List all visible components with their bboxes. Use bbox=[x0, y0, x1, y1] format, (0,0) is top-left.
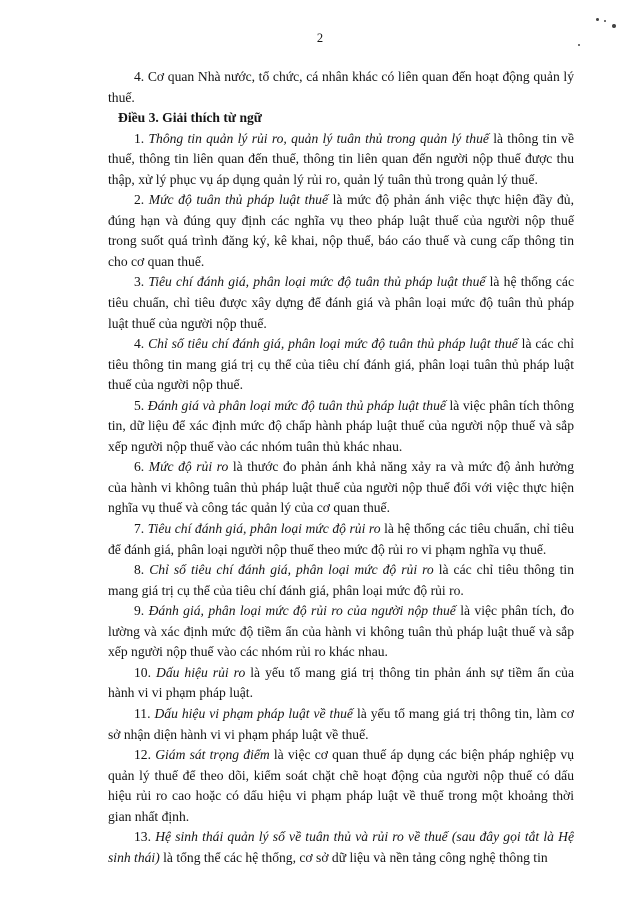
definition-text: là việc phân tích, đo lường và xác định mức độ tiềm ẩn của hành vi không tuân thủ pháp luật thuế và sắp xếp người nộp thuế vào các nhóm rủi ro khác nhau. bbox=[108, 603, 574, 660]
definition-6 bbox=[108, 457, 574, 519]
definition-text: là việc cơ quan thuế áp dụng các biện pháp nghiệp vụ quản lý thuế để theo dõi, kiểm soát chặt chẽ hoạt động của người nộp thuế có dấu hiệu rủi ro cao hoặc có dấu hiệu vi phạm pháp luật về thuế trong một khoảng thời gian nhất định. bbox=[108, 747, 574, 824]
scan-speck bbox=[578, 44, 580, 46]
paragraph-lead: 4. Cơ quan Nhà nước, tổ chức, cá nhân khác có liên quan đến hoạt động quản lý thuế. bbox=[108, 69, 574, 105]
definition-13 bbox=[108, 827, 574, 868]
definition-9 bbox=[108, 601, 574, 663]
defined-term: Mức độ rủi ro bbox=[148, 459, 229, 475]
definition-number: 13. bbox=[134, 829, 156, 845]
definition-number: 8. bbox=[134, 562, 150, 578]
definition-7 bbox=[108, 519, 574, 560]
definition-number: 7. bbox=[134, 521, 148, 537]
definition-5 bbox=[108, 396, 574, 458]
definition-number: 1. bbox=[134, 130, 149, 146]
definition-4 bbox=[108, 334, 574, 396]
defined-term: Tiêu chí đánh giá, phân loại mức độ tuân thủ pháp luật thuế bbox=[148, 274, 486, 290]
definition-text: là hệ thống các tiêu chuẩn, chỉ tiêu để đánh giá, phân loại người nộp thuế theo mức độ rủi ro vi phạm nghĩa vụ thuế. bbox=[108, 521, 575, 557]
defined-term: Chỉ số tiêu chí đánh giá, phân loại mức độ tuân thủ pháp luật thuế bbox=[148, 336, 518, 352]
document-body bbox=[108, 67, 574, 868]
definition-text: là hệ thống các tiêu chuẩn, chỉ tiêu được xây dựng để đánh giá và phân loại mức độ tuân thủ pháp luật thuế của người nộp thuế. bbox=[108, 274, 574, 331]
article-heading: Điều 3. Giải thích từ ngữ bbox=[118, 110, 262, 126]
defined-term: Hệ sinh thái quản lý số về tuân thủ và rủi ro về thuế (sau đây gọi tắt là Hệ sinh thái) bbox=[108, 829, 574, 865]
definition-number: 3. bbox=[134, 274, 149, 290]
defined-term: Thông tin quản lý rủi ro, quản lý tuân thủ trong quản lý thuế bbox=[148, 130, 489, 146]
definition-text: là các chỉ tiêu thông tin mang giá trị cụ thể của tiêu chí đánh giá, phân loại tuân thủ pháp luật thuế của người nộp thuế. bbox=[108, 336, 574, 393]
definition-text: là thước đo phản ánh khả năng xảy ra và mức độ ảnh hưởng của hành vi không tuân thủ pháp luật thuế của người nộp thuế đối với việc thực hiện nghĩa vụ thuế và công tác quản lý của cơ quan thuế. bbox=[108, 459, 574, 516]
defined-term: Giám sát trọng điểm bbox=[155, 747, 270, 763]
definition-text: là mức độ phản ánh việc thực hiện đầy đủ, đúng hạn và đúng quy định các nghĩa vụ theo pháp luật thuế của người nộp thuế trong suốt quá trình đăng ký, kê khai, nộp thuế, báo cáo thuế và cung cấp thông tin cho cơ quan thuế. bbox=[108, 192, 574, 269]
defined-term: Đánh giá và phân loại mức độ tuân thủ pháp luật thuế bbox=[147, 397, 446, 413]
definition-8 bbox=[108, 560, 574, 601]
definition-number: 6. bbox=[134, 459, 149, 475]
defined-term: Dấu hiệu rủi ro bbox=[156, 664, 246, 680]
defined-term: Mức độ tuân thủ pháp luật thuế bbox=[148, 192, 328, 208]
scan-speck bbox=[596, 18, 599, 21]
definition-number: 5. bbox=[134, 397, 148, 413]
paragraph-1 bbox=[108, 67, 574, 108]
scan-speck bbox=[604, 20, 606, 22]
definition-text: là thông tin về thuế, thông tin liên quan đến thuế, thông tin liên quan đến người nộp thuế được thu thập, xử lý phục vụ áp dụng quản lý rủi ro, quản lý tuân thủ trong quản lý thuế. bbox=[108, 130, 575, 187]
defined-term: Chỉ số tiêu chí đánh giá, phân loại mức độ rủi ro bbox=[149, 562, 434, 578]
definition-text: là yếu tố mang giá trị thông tin phản ánh sự tiềm ẩn của hành vi vi phạm pháp luật. bbox=[108, 664, 575, 701]
definition-text: là việc phân tích thông tin, dữ liệu để xác định mức độ chấp hành pháp luật thuế của người nộp thuế và sắp xếp người nộp thuế vào các nhóm tuân thủ khác nhau. bbox=[108, 397, 574, 454]
definition-text: là các chỉ tiêu thông tin mang giá trị cụ thể của tiêu chí đánh giá, phân loại mức độ rủi ro. bbox=[108, 562, 575, 598]
defined-term: Đánh giá, phân loại mức độ rủi ro của người nộp thuế bbox=[148, 603, 456, 619]
defined-term: Dấu hiệu vi phạm pháp luật về thuế bbox=[154, 705, 353, 721]
definition-number: 4. bbox=[134, 336, 149, 352]
definition-11 bbox=[108, 704, 574, 745]
definition-number: 11. bbox=[134, 705, 155, 721]
scan-speck bbox=[612, 24, 616, 28]
definition-number: 2. bbox=[134, 192, 149, 208]
definition-number: 9. bbox=[134, 603, 149, 619]
page-number: 2 bbox=[316, 31, 324, 45]
definition-2 bbox=[108, 190, 574, 272]
definition-text: là yếu tố mang giá trị thông tin, làm cơ sở nhận diện hành vi vi phạm pháp luật về thuế. bbox=[108, 705, 574, 742]
definition-number: 10. bbox=[134, 664, 156, 680]
definition-3 bbox=[108, 272, 574, 334]
definition-number: 12. bbox=[134, 747, 156, 763]
definition-1 bbox=[108, 129, 574, 191]
definition-text: là tổng thể các hệ thống, cơ sở dữ liệu và nền tảng công nghệ thông tin bbox=[159, 849, 548, 865]
definition-10 bbox=[108, 663, 574, 704]
definition-12 bbox=[108, 745, 574, 827]
defined-term: Tiêu chí đánh giá, phân loại mức độ rủi ro bbox=[147, 521, 381, 537]
